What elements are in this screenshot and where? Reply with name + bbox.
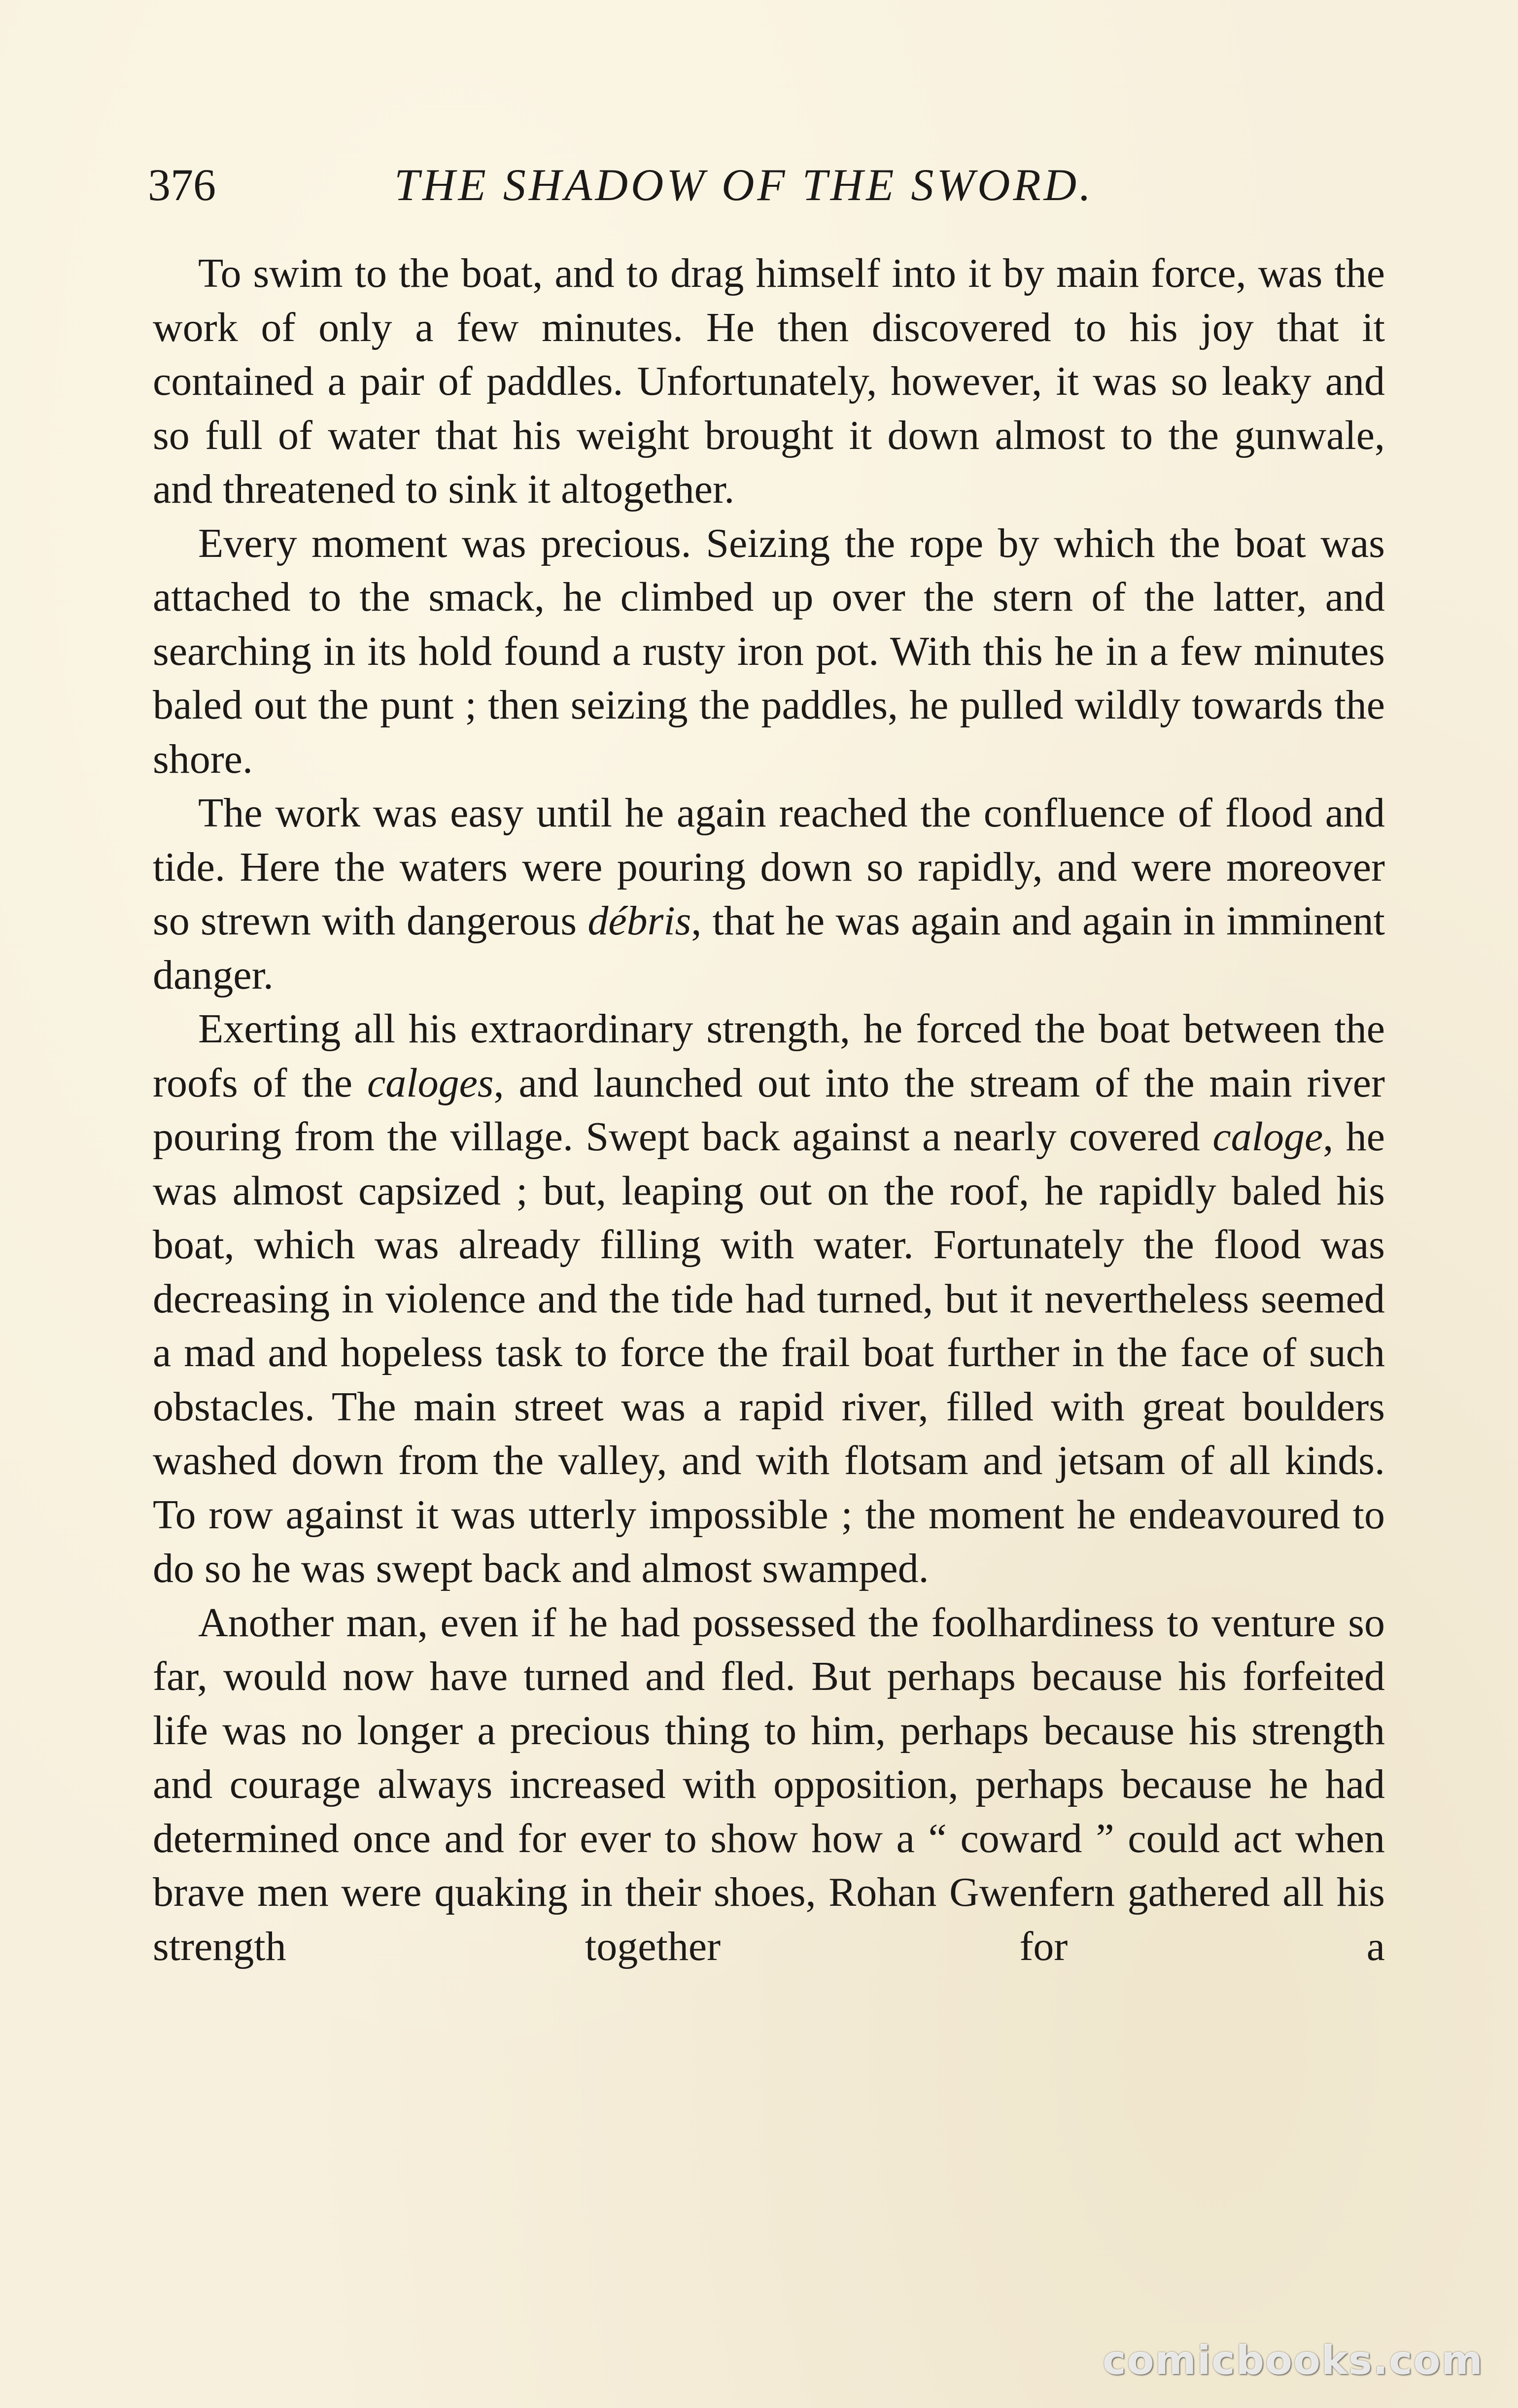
paragraph-text: , and launched out into the stream of the main river pouring from the village. Swept back against a nearly covered	[153, 1060, 1385, 1160]
paragraph-text: Every moment was precious. Seizing the rope by which the boat was attached to the smack, he climbed up over the stern of the latter, and searching in its hold found a rusty iron pot. With this he in a few minutes baled out the punt ; then seizing the paddles, he pulled wildly towards the shore.	[153, 520, 1385, 782]
italic-word: caloges	[367, 1060, 494, 1106]
running-title: THE SHADOW OF THE SWORD.	[394, 160, 1094, 210]
paragraph-text: The work was easy until he again reached the confluence of flood and tide. Here the waters were pouring down so rapidly, and were moreover so strewn with dangerous	[153, 790, 1385, 944]
paragraph-text: Another man, even if he had possessed the foolhardiness to venture so far, would now have turned and fled. But perhaps because his forfeited life was no longer a precious thing to him, perhaps because his strength and courage always increased with opposition, perhaps because he had determined once and for ever to show how a “ coward ” could act when brave men were quaking in their shoes, Rohan Gwenfern gathered all his strength together for a	[153, 1599, 1385, 1969]
paragraph-text: , he was almost capsized ; but, leaping out on the roof, he rapidly baled his boat, which was already filling with water. Fortunately the flood was decreasing in violence and the tide had turned, but it nevertheless seemed a mad and hopeless task to force the frail boat further in the face of such obstacles. The main street was a rapid river, filled with great boulders washed down from the valley, and with flotsam and jetsam of all kinds. To row against it was utterly impossible ; the moment he endeavoured to do so he was swept back and almost swamped.	[153, 1114, 1385, 1591]
italic-word: débris	[587, 898, 691, 944]
paragraph-text: , that he was again and again in imminent danger.	[153, 898, 1385, 998]
page-number: 376	[148, 160, 216, 210]
italic-word: caloge	[1212, 1114, 1323, 1160]
paragraph	[153, 246, 1385, 516]
paragraph-text: To swim to the boat, and to drag himself into it by main force, was the work of only a few minutes. He then discovered to his joy that it contained a pair of paddles. Unfortunately, however, it was so leaky and so full of water that his weight brought it down almost to the gunwale, and threatened to sink it altogether.	[153, 250, 1385, 512]
watermark: comicbooks.com	[1103, 2338, 1484, 2383]
paragraph	[153, 1002, 1385, 1596]
paragraph	[153, 516, 1385, 787]
paragraph-text: Exerting all his extraordinary strength, he forced the boat between the roofs of the	[153, 1006, 1385, 1106]
paragraph	[153, 1596, 1385, 1974]
paragraph	[153, 786, 1385, 1002]
body-text	[153, 246, 1385, 1973]
page-header	[148, 153, 1390, 217]
